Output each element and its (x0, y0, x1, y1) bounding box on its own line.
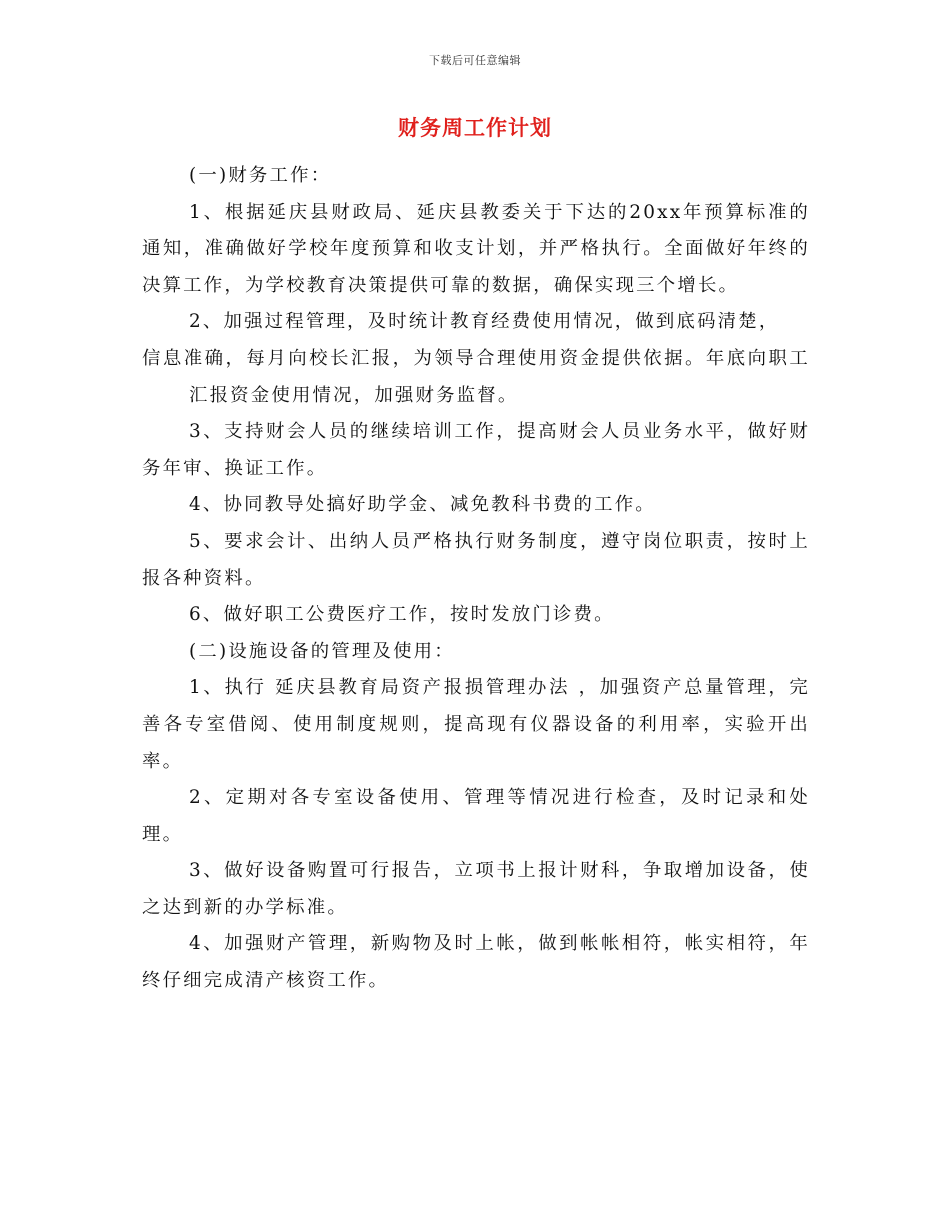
paragraph: 2、定期对各专室设备使用、管理等情况进行检查，及时记录和处理。 (142, 787, 810, 845)
paragraph: 6、做好职工公费医疗工作，按时发放门诊费。 (189, 604, 615, 626)
section-heading-facilities: (二)设施设备的管理及使用： (189, 640, 455, 662)
document-title: 财务周工作计划 (398, 116, 552, 140)
paragraph: 4、加强财产管理，新购物及时上帐，做到帐帐相符，帐实相符，年终仔细完成清产核资工作。 (142, 933, 810, 992)
paragraph: 2、加强过程管理，及时统计教育经费使用情况，做到底码清楚， (189, 311, 780, 333)
paragraph: 5、要求会计、出纳人员严格执行财务制度，遵守岗位职责，按时上报各种资料。 (142, 530, 810, 589)
section-heading-finance: (一)财务工作： (189, 165, 332, 186)
paragraph: 4、协同教导处搞好助学金、减免教科书费的工作。 (189, 494, 656, 516)
header-note: 下载后可任意编辑 (429, 54, 521, 67)
paragraph: 3、做好设备购置可行报告，立项书上报计财科，争取增加设备，使之达到新的办学标准。 (142, 860, 810, 918)
paragraph: 1、根据延庆县财政局、延庆县教委关于下达的20xx年预算标准的通知，准确做好学校年度预算和收支计划，并严格执行。全面做好年终的决算工作，为学校教育决策提供可靠的数据，确保实现三个增长。 (142, 201, 810, 296)
paragraph: 信息准确，每月向校长汇报，为领导合理使用资金提供依据。年底向职工汇报资金使用情况，加强财务监督。 (142, 347, 810, 406)
paragraph: 3、支持财会人员的继续培训工作，提高财会人员业务水平，做好财务年审、换证工作。 (142, 421, 810, 479)
paragraph: 1、执行 延庆县教育局资产报损管理办法 ，加强资产总量管理，完善各专室借阅、使用制度规则，提高现有仪器设备的利用率，实验开出率。 (142, 677, 810, 772)
document-body (142, 158, 810, 1000)
